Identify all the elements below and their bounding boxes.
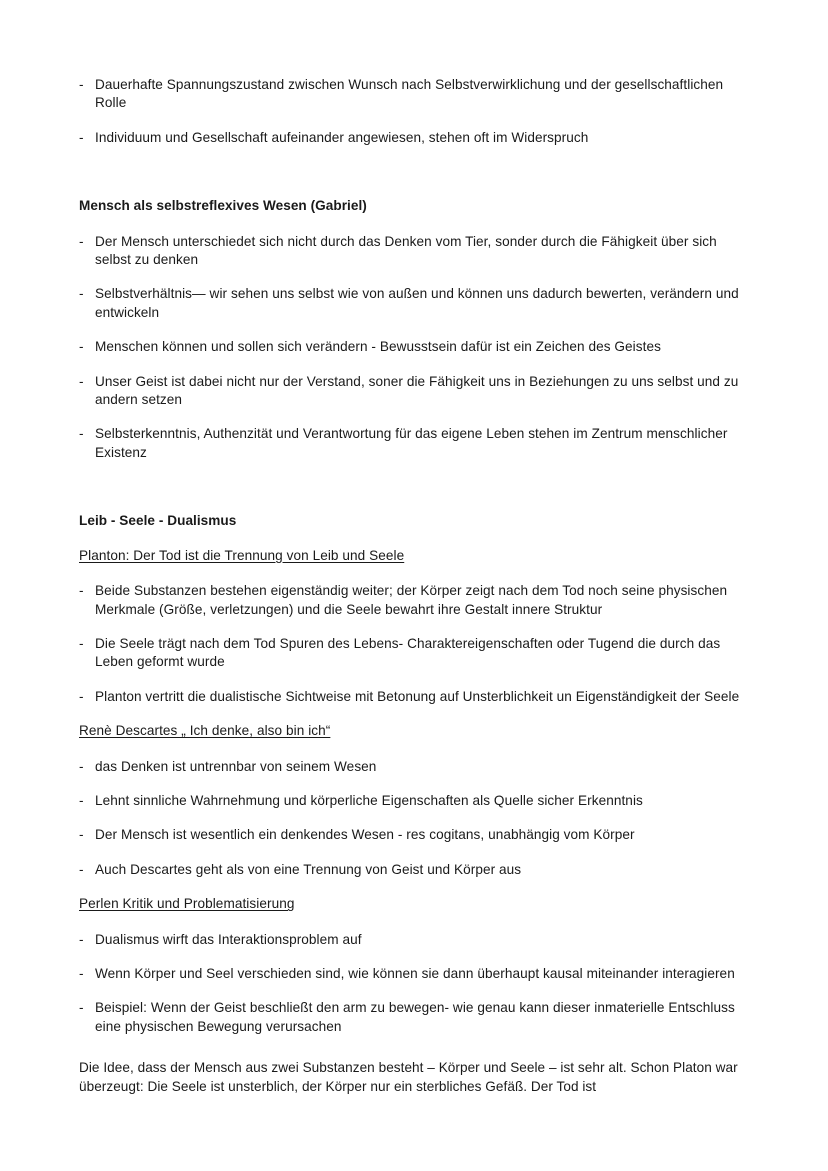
list-item (79, 688, 744, 706)
descartes-bullet-list (79, 758, 744, 880)
bullet-dash-icon: - (79, 339, 84, 355)
list-item (79, 76, 744, 113)
bullet-dash-icon: - (79, 965, 84, 981)
list-item (79, 129, 744, 147)
list-item (79, 425, 744, 462)
bullet-dash-icon: - (79, 931, 84, 947)
section-spacer (79, 462, 744, 512)
bullet-dash-icon: - (79, 758, 84, 774)
bullet-dash-icon: - (79, 635, 84, 651)
subheading-spacer (79, 914, 744, 931)
list-item (79, 233, 744, 270)
list-item (79, 758, 744, 776)
section-heading-dualismus: Leib - Seele - Dualismus (79, 513, 237, 529)
document-content (79, 76, 744, 1096)
heading-spacer (79, 216, 744, 233)
list-item (79, 931, 744, 949)
list-item-text: Selbsterkenntnis, Authenzität und Verantwortung für das eigene Leben stehen im Zentrum menschlicher Existenz (95, 426, 728, 460)
list-item (79, 285, 744, 322)
list-spacer (79, 879, 744, 895)
subheading-planton: Planton: Der Tod ist die Trennung von Leib und Seele (79, 547, 405, 563)
list-item-text: Der Mensch unterschiedet sich nicht durch das Denken vom Tier, sonder durch die Fähigkeit über sich selbst zu denken (95, 233, 717, 268)
list-item-text: Selbstverhältnis— wir sehen uns selbst wie von außen und können uns dadurch bewerten, verändern und entwickeln (95, 286, 739, 320)
bullet-dash-icon: - (79, 583, 84, 599)
list-item-text: Dauerhafte Spannungszustand zwischen Wunsch nach Selbstverwirklichung und der gesellschaftlichen Rolle (95, 77, 724, 111)
list-item-text: Planton vertritt die dualistische Sichtweise mit Betonung auf Unsterblichkeit un Eigenständigkeit der Seele (95, 688, 740, 704)
list-item-text: Der Mensch ist wesentlich ein denkendes Wesen - res cogitans, unabhängig vom Körper (95, 827, 635, 843)
bullet-dash-icon: - (79, 233, 84, 249)
list-item-text: Individuum und Gesellschaft aufeinander angewiesen, stehen oft im Widerspruch (95, 129, 589, 145)
list-item (79, 338, 744, 356)
subheading-spacer (79, 741, 744, 758)
subheading-spacer (79, 565, 744, 582)
list-spacer (79, 706, 744, 722)
list-item (79, 965, 744, 983)
bullet-dash-icon: - (79, 827, 84, 843)
list-item-text: Auch Descartes geht als von eine Trennung von Geist und Körper aus (95, 861, 522, 877)
planton-bullet-list (79, 582, 744, 706)
selbstreflexiv-bullet-list (79, 233, 744, 463)
subheading-kritik: Perlen Kritik und Problematisierung (79, 896, 295, 912)
bullet-dash-icon: - (79, 286, 84, 302)
list-item (79, 826, 744, 844)
bullet-dash-icon: - (79, 861, 84, 877)
list-item-text: Beide Substanzen bestehen eigenständig weiter; der Körper zeigt nach dem Tod noch seine physischen Merkmale (Größe, verletzungen) und die Seele bewahrt ihre Gestalt innere Struktur (95, 583, 728, 617)
section-spacer (79, 147, 744, 197)
list-item (79, 373, 744, 410)
closing-paragraph: Die Idee, dass der Mensch aus zwei Substanzen besteht – Körper und Seele – ist sehr alt. Schon Platon war überzeugt: Die Seele ist unsterblich, der Körper nur ein sterbliches Gefäß. Der Tod ist (79, 1060, 738, 1095)
list-item (79, 861, 744, 879)
paragraph-spacer (79, 1036, 744, 1058)
list-item-text: Dualismus wirft das Interaktionsproblem auf (95, 931, 362, 947)
list-item-text: Die Seele trägt nach dem Tod Spuren des Lebens- Charaktereigenschaften oder Tugend die durch das Leben geformt wurde (95, 635, 721, 670)
bullet-dash-icon: - (79, 426, 84, 442)
list-item-text: Menschen können und sollen sich verändern - Bewusstsein dafür ist ein Zeichen des Geistes (95, 339, 661, 355)
kritik-bullet-list (79, 931, 744, 1037)
bullet-dash-icon: - (79, 129, 84, 145)
bullet-dash-icon: - (79, 77, 84, 92)
bullet-dash-icon: - (79, 1000, 84, 1016)
list-item-text: Unser Geist ist dabei nicht nur der Verstand, soner die Fähigkeit uns in Beziehungen zu uns selbst und zu andern setzen (95, 373, 739, 408)
list-item (79, 582, 744, 619)
list-item-text: das Denken ist untrennbar von seinem Wesen (95, 758, 377, 774)
list-item-text: Lehnt sinnliche Wahrnehmung und körperliche Eigenschaften als Quelle sicher Erkenntnis (95, 792, 643, 808)
subheading-descartes: Renè Descartes „ Ich denke, also bin ich“ (79, 723, 331, 739)
intro-bullet-list (79, 76, 744, 147)
list-item (79, 635, 744, 672)
list-item-text: Beispiel: Wenn der Geist beschließt den arm zu bewegen- wie genau kann dieser inmaterielle Entschluss eine physischen Bewegung verursachen (95, 1000, 735, 1034)
bullet-dash-icon: - (79, 792, 84, 808)
bullet-dash-icon: - (79, 373, 84, 389)
section-heading-selbstreflexiv: Mensch als selbstreflexives Wesen (Gabriel) (79, 198, 367, 214)
list-item (79, 792, 744, 810)
list-item-text: Wenn Körper und Seel verschieden sind, wie können sie dann überhaupt kausal miteinander interagieren (95, 965, 735, 981)
heading-spacer (79, 531, 744, 547)
bullet-dash-icon: - (79, 688, 84, 704)
list-item (79, 999, 744, 1036)
